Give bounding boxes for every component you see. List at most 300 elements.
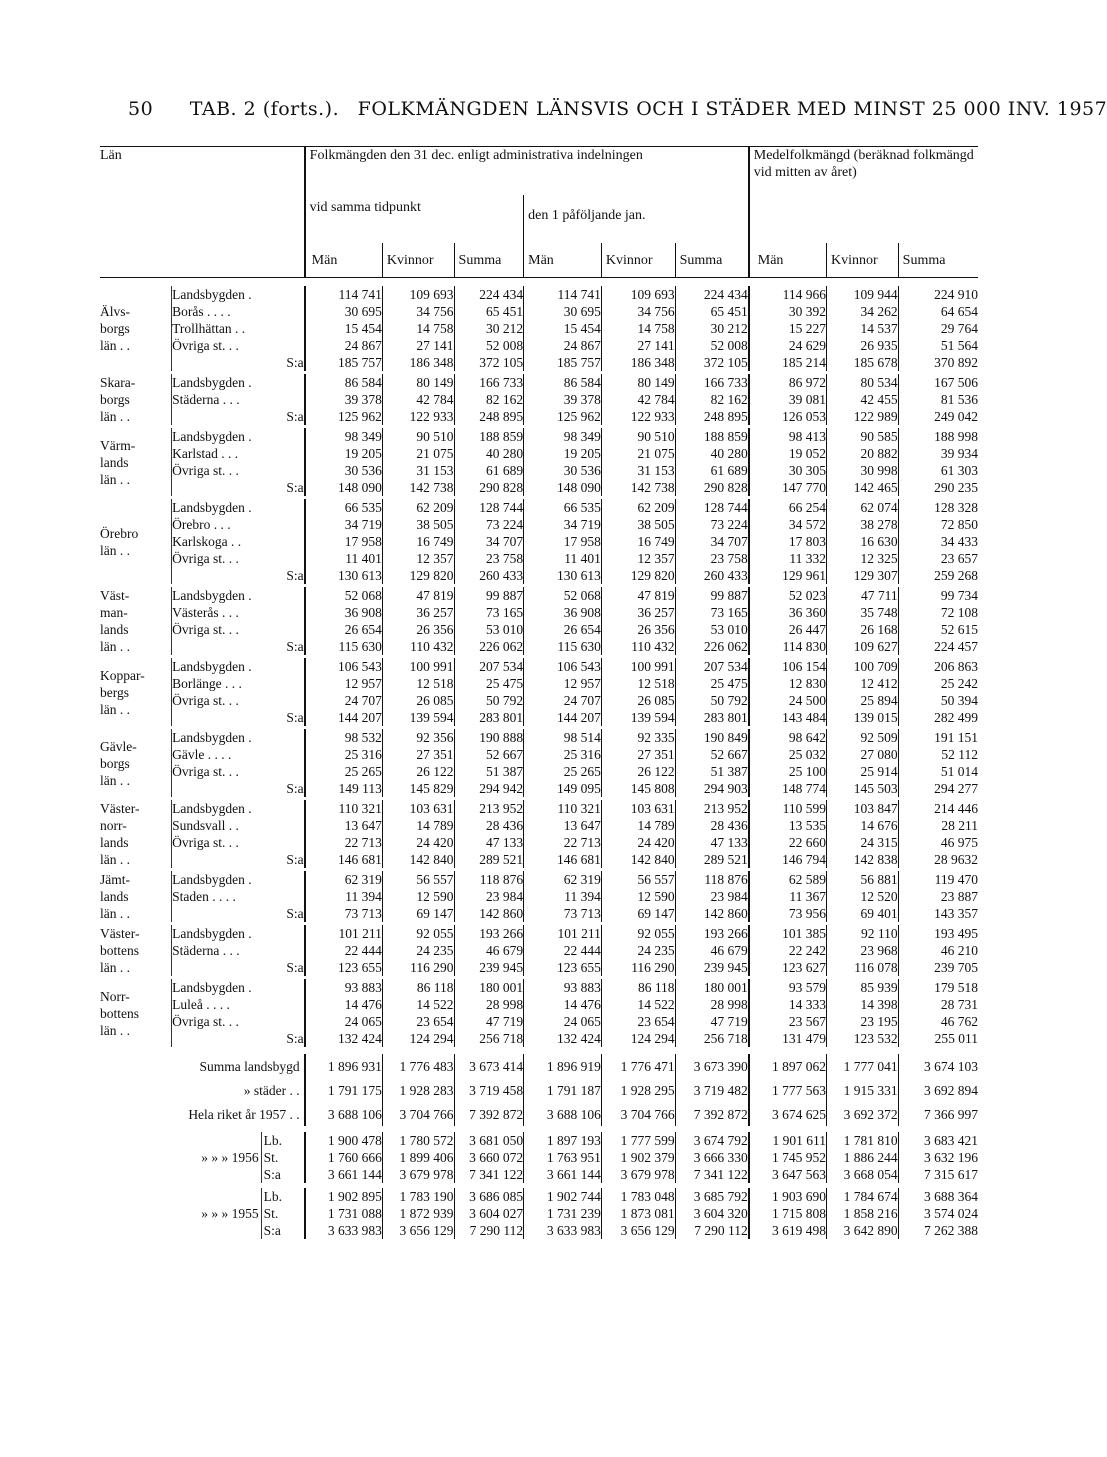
cell-value: 1 900 478 — [305, 1132, 383, 1149]
cell-value: 142 465 — [827, 479, 899, 496]
cell-value: 46 679 — [454, 942, 524, 959]
cell-value: 22 444 — [305, 942, 383, 959]
cell-value: 15 454 — [305, 320, 383, 337]
cell-value: 73 713 — [305, 905, 383, 922]
row-label: Karlstad . . . — [172, 445, 305, 462]
cell-value: 38 505 — [601, 516, 675, 533]
cell-value: 36 257 — [601, 604, 675, 621]
cell-value: 130 613 — [305, 567, 383, 584]
col-man-1: Män — [305, 243, 383, 278]
cell-value: 139 594 — [601, 709, 675, 726]
cell-value: 23 195 — [827, 1013, 899, 1030]
cell-value: 14 789 — [601, 817, 675, 834]
cell-value: 1 858 216 — [827, 1205, 899, 1222]
cell-value: 52 008 — [675, 337, 749, 354]
cell-value: 25 265 — [524, 763, 602, 780]
cell-value: 64 654 — [898, 303, 978, 320]
cell-value: 42 784 — [601, 391, 675, 408]
cell-value: 130 613 — [524, 567, 602, 584]
cell-value: 26 122 — [382, 763, 454, 780]
cell-value: 56 881 — [827, 871, 899, 888]
cell-value: 65 451 — [675, 303, 749, 320]
cell-value: 38 278 — [827, 516, 899, 533]
cell-value: 260 433 — [675, 567, 749, 584]
cell-value: 24 867 — [524, 337, 602, 354]
row-label: S:a — [172, 851, 305, 868]
col-kvinnor-3: Kvinnor — [827, 243, 899, 278]
cell-value: 7 290 112 — [675, 1222, 749, 1239]
table-row — [100, 871, 978, 888]
cell-value: 24 420 — [382, 834, 454, 851]
cell-value: 180 001 — [675, 979, 749, 996]
cell-value: 129 961 — [749, 567, 827, 584]
cell-value: 207 534 — [454, 658, 524, 675]
summary-label: » städer . . — [243, 1082, 300, 1098]
cell-value: 1 915 331 — [827, 1078, 899, 1102]
table-row — [100, 516, 978, 533]
row-label: Landsbygden . — [172, 587, 305, 604]
cell-value: 47 819 — [601, 587, 675, 604]
cell-value: 103 847 — [827, 800, 899, 817]
cell-value: 65 451 — [454, 303, 524, 320]
cell-value: 36 360 — [749, 604, 827, 621]
row-label: Landsbygden . — [172, 800, 305, 817]
row-label: Landsbygden . — [172, 979, 305, 996]
row-label: S:a — [172, 780, 305, 797]
cell-value: 23 984 — [454, 888, 524, 905]
cell-value: 128 744 — [454, 499, 524, 516]
cell-value: 73 224 — [675, 516, 749, 533]
cell-value: 7 262 388 — [898, 1222, 978, 1239]
cell-value: 66 535 — [524, 499, 602, 516]
cell-value: 93 883 — [305, 979, 383, 996]
cell-value: 294 942 — [454, 780, 524, 797]
cell-value: 50 792 — [675, 692, 749, 709]
row-label: S:a — [172, 479, 305, 496]
cell-value: 73 713 — [524, 905, 602, 922]
row-label: Landsbygden . — [172, 871, 305, 888]
cell-value: 3 681 050 — [454, 1132, 524, 1149]
cell-value: 24 629 — [749, 337, 827, 354]
table-row — [100, 709, 978, 726]
cell-value: 110 321 — [305, 800, 383, 817]
cell-value: 52 008 — [454, 337, 524, 354]
cell-value: 40 280 — [454, 445, 524, 462]
cell-value: 191 151 — [898, 729, 978, 746]
cell-value: 7 392 872 — [675, 1102, 749, 1126]
cell-value: 11 401 — [524, 550, 602, 567]
cell-value: 224 910 — [898, 286, 978, 303]
cell-value: 1 784 674 — [827, 1188, 899, 1205]
row-label: Övriga st. . . — [172, 1013, 305, 1030]
cell-value: 282 499 — [898, 709, 978, 726]
cell-value: 3 686 085 — [454, 1188, 524, 1205]
cell-value: 106 154 — [749, 658, 827, 675]
cell-value: 12 590 — [601, 888, 675, 905]
cell-value: 11 394 — [524, 888, 602, 905]
year-sub-label: S:a — [261, 1166, 300, 1183]
cell-value: 24 065 — [524, 1013, 602, 1030]
cell-value: 25 242 — [898, 675, 978, 692]
cell-value: 3 661 144 — [305, 1166, 383, 1183]
cell-value: 53 010 — [454, 621, 524, 638]
table-row — [100, 604, 978, 621]
cell-value: 101 385 — [749, 925, 827, 942]
row-label: S:a — [172, 354, 305, 371]
cell-value: 22 713 — [305, 834, 383, 851]
cell-value: 249 042 — [898, 408, 978, 425]
cell-value: 148 774 — [749, 780, 827, 797]
table-row — [100, 834, 978, 851]
row-label: Gävle . . . . — [172, 746, 305, 763]
cell-value: 147 770 — [749, 479, 827, 496]
cell-value: 34 433 — [898, 533, 978, 550]
cell-value: 52 667 — [454, 746, 524, 763]
table-row — [100, 1013, 978, 1030]
cell-value: 73 224 — [454, 516, 524, 533]
cell-value: 34 756 — [382, 303, 454, 320]
cell-value: 123 655 — [305, 959, 383, 976]
cell-value: 3 679 978 — [601, 1166, 675, 1183]
row-label: Landsbygden . — [172, 925, 305, 942]
cell-value: 1 731 088 — [305, 1205, 383, 1222]
cell-value: 3 692 372 — [827, 1102, 899, 1126]
cell-value: 3 704 766 — [601, 1102, 675, 1126]
cell-value: 30 392 — [749, 303, 827, 320]
cell-value: 1 791 175 — [305, 1078, 383, 1102]
cell-value: 24 235 — [382, 942, 454, 959]
cell-value: 100 991 — [601, 658, 675, 675]
cell-value: 3 656 129 — [382, 1222, 454, 1239]
cell-value: 92 110 — [827, 925, 899, 942]
cell-value: 188 859 — [675, 428, 749, 445]
cell-value: 122 933 — [382, 408, 454, 425]
cell-value: 103 631 — [601, 800, 675, 817]
cell-value: 256 718 — [454, 1030, 524, 1047]
cell-value: 15 454 — [524, 320, 602, 337]
table-row — [100, 587, 978, 604]
cell-value: 12 518 — [382, 675, 454, 692]
county-name: Värm- lands län . . — [100, 437, 136, 487]
cell-value: 36 908 — [305, 604, 383, 621]
row-label: Borås . . . . — [172, 303, 305, 320]
header-admin-group: Folkmängden den 31 dec. enligt administrativa indelningen — [305, 147, 749, 196]
cell-value: 20 882 — [827, 445, 899, 462]
table-row — [100, 979, 978, 996]
cell-value: 207 534 — [675, 658, 749, 675]
cell-value: 16 749 — [382, 533, 454, 550]
row-label: Landsbygden . — [172, 428, 305, 445]
cell-value: 114 741 — [305, 286, 383, 303]
cell-value: 3 692 894 — [898, 1078, 978, 1102]
cell-value: 14 476 — [524, 996, 602, 1013]
county-name: Väster- bottens län . . — [100, 926, 140, 975]
cell-value: 145 503 — [827, 780, 899, 797]
summary-label: Summa landsbygd — [199, 1058, 300, 1074]
cell-value: 100 991 — [382, 658, 454, 675]
cell-value: 52 615 — [898, 621, 978, 638]
cell-value: 69 401 — [827, 905, 899, 922]
cell-value: 7 341 122 — [454, 1166, 524, 1183]
cell-value: 11 394 — [305, 888, 383, 905]
row-label: Luleå . . . . — [172, 996, 305, 1013]
cell-value: 193 495 — [898, 925, 978, 942]
cell-value: 73 956 — [749, 905, 827, 922]
cell-value: 85 939 — [827, 979, 899, 996]
cell-value: 185 757 — [305, 354, 383, 371]
year-label — [100, 1166, 305, 1183]
page-number: 50 — [128, 98, 154, 120]
cell-value: 1 777 599 — [601, 1132, 675, 1149]
cell-value: 21 075 — [382, 445, 454, 462]
cell-value: 213 952 — [454, 800, 524, 817]
row-label: S:a — [172, 905, 305, 922]
cell-value: 86 584 — [305, 374, 383, 391]
row-label: S:a — [172, 638, 305, 655]
cell-value: 25 914 — [827, 763, 899, 780]
cell-value: 47 819 — [382, 587, 454, 604]
cell-value: 101 211 — [524, 925, 602, 942]
table-row — [100, 800, 978, 817]
cell-value: 214 446 — [898, 800, 978, 817]
cell-value: 14 522 — [601, 996, 675, 1013]
cell-value: 224 434 — [454, 286, 524, 303]
table-row — [100, 320, 978, 337]
cell-value: 28 998 — [675, 996, 749, 1013]
cell-value: 1 903 690 — [749, 1188, 827, 1205]
cell-value: 12 325 — [827, 550, 899, 567]
cell-value: 24 500 — [749, 692, 827, 709]
cell-value: 30 695 — [524, 303, 602, 320]
cell-value: 73 165 — [675, 604, 749, 621]
cell-value: 148 090 — [305, 479, 383, 496]
cell-value: 46 679 — [675, 942, 749, 959]
cell-value: 12 957 — [305, 675, 383, 692]
cell-value: 1 928 283 — [382, 1078, 454, 1102]
cell-value: 92 055 — [601, 925, 675, 942]
cell-value: 22 713 — [524, 834, 602, 851]
cell-value: 24 315 — [827, 834, 899, 851]
header-next-jan: den 1 påföljande jan. — [524, 195, 749, 243]
cell-value: 86 972 — [749, 374, 827, 391]
cell-value: 1 781 810 — [827, 1132, 899, 1149]
row-label: Övriga st. . . — [172, 834, 305, 851]
cell-value: 86 118 — [382, 979, 454, 996]
col-summa-3: Summa — [898, 243, 978, 278]
cell-value: 122 933 — [601, 408, 675, 425]
cell-value: 28 211 — [898, 817, 978, 834]
row-label: Landsbygden . — [172, 286, 305, 303]
cell-value: 24 707 — [524, 692, 602, 709]
cell-value: 1 873 081 — [601, 1205, 675, 1222]
cell-value: 28 731 — [898, 996, 978, 1013]
cell-value: 3 719 458 — [454, 1078, 524, 1102]
cell-value: 62 319 — [305, 871, 383, 888]
cell-value: 34 719 — [305, 516, 383, 533]
cell-value: 99 734 — [898, 587, 978, 604]
cell-value: 25 894 — [827, 692, 899, 709]
header-same-time: vid samma tidpunkt — [305, 195, 524, 243]
cell-value: 52 023 — [749, 587, 827, 604]
cell-value: 224 457 — [898, 638, 978, 655]
row-label: S:a — [172, 408, 305, 425]
cell-value: 142 838 — [827, 851, 899, 868]
cell-value: 15 227 — [749, 320, 827, 337]
cell-value: 119 470 — [898, 871, 978, 888]
cell-value: 30 212 — [675, 320, 749, 337]
cell-value: 23 654 — [382, 1013, 454, 1030]
cell-value: 11 367 — [749, 888, 827, 905]
cell-value: 13 647 — [524, 817, 602, 834]
cell-value: 22 242 — [749, 942, 827, 959]
cell-value: 80 149 — [601, 374, 675, 391]
cell-value: 14 758 — [382, 320, 454, 337]
cell-value: 239 705 — [898, 959, 978, 976]
cell-value: 81 536 — [898, 391, 978, 408]
cell-value: 114 830 — [749, 638, 827, 655]
row-label: Övriga st. . . — [172, 550, 305, 567]
cell-value: 14 676 — [827, 817, 899, 834]
table-row — [100, 763, 978, 780]
cell-value: 51 387 — [675, 763, 749, 780]
cell-value: 132 424 — [305, 1030, 383, 1047]
cell-value: 34 756 — [601, 303, 675, 320]
year-sub-label: S:a — [261, 1222, 300, 1239]
cell-value: 39 934 — [898, 445, 978, 462]
cell-value: 3 719 482 — [675, 1078, 749, 1102]
cell-value: 12 357 — [601, 550, 675, 567]
table-row — [100, 374, 978, 391]
cell-value: 23 968 — [827, 942, 899, 959]
cell-value: 17 958 — [305, 533, 383, 550]
year-row — [100, 1222, 978, 1239]
cell-value: 69 147 — [601, 905, 675, 922]
county-name: Väst- man- lands län . . — [100, 588, 130, 654]
cell-value: 1 745 952 — [749, 1149, 827, 1166]
cell-value: 61 689 — [675, 462, 749, 479]
cell-value: 123 627 — [749, 959, 827, 976]
cell-value: 19 205 — [524, 445, 602, 462]
table-row — [100, 638, 978, 655]
cell-value: 26 356 — [601, 621, 675, 638]
cell-value: 25 316 — [305, 746, 383, 763]
table-row — [100, 729, 978, 746]
cell-value: 248 895 — [675, 408, 749, 425]
cell-value: 24 707 — [305, 692, 383, 709]
cell-value: 226 062 — [675, 638, 749, 655]
cell-value: 110 599 — [749, 800, 827, 817]
cell-value: 114 741 — [524, 286, 602, 303]
cell-value: 36 257 — [382, 604, 454, 621]
cell-value: 22 660 — [749, 834, 827, 851]
cell-value: 47 719 — [454, 1013, 524, 1030]
cell-value: 110 321 — [524, 800, 602, 817]
cell-value: 116 290 — [601, 959, 675, 976]
cell-value: 142 738 — [601, 479, 675, 496]
cell-value: 1 902 744 — [524, 1188, 602, 1205]
cell-value: 98 642 — [749, 729, 827, 746]
cell-value: 50 792 — [454, 692, 524, 709]
row-label: Landsbygden . — [172, 658, 305, 675]
cell-value: 62 074 — [827, 499, 899, 516]
row-label: S:a — [172, 1030, 305, 1047]
year-label — [100, 1188, 305, 1205]
year-sub-label: Lb. — [261, 1188, 300, 1205]
cell-value: 62 589 — [749, 871, 827, 888]
cell-value: 148 090 — [524, 479, 602, 496]
cell-value: 144 207 — [524, 709, 602, 726]
cell-value: 51 387 — [454, 763, 524, 780]
cell-value: 3 704 766 — [382, 1102, 454, 1126]
cell-value: 1 760 666 — [305, 1149, 383, 1166]
row-label: Övriga st. . . — [172, 692, 305, 709]
cell-value: 193 266 — [675, 925, 749, 942]
cell-value: 3 666 330 — [675, 1149, 749, 1166]
cell-value: 3 633 983 — [305, 1222, 383, 1239]
cell-value: 186 348 — [601, 354, 675, 371]
year-sub-label: Lb. — [261, 1132, 300, 1149]
cell-value: 14 333 — [749, 996, 827, 1013]
table-row — [100, 780, 978, 797]
cell-value: 62 319 — [524, 871, 602, 888]
cell-value: 1 902 895 — [305, 1188, 383, 1205]
cell-value: 14 522 — [382, 996, 454, 1013]
cell-value: 80 149 — [382, 374, 454, 391]
cell-value: 98 349 — [524, 428, 602, 445]
cell-value: 1 896 919 — [524, 1054, 602, 1078]
county-name: Skara- borgs län . . — [100, 375, 136, 424]
col-man-3: Män — [749, 243, 827, 278]
cell-value: 27 351 — [601, 746, 675, 763]
cell-value: 62 209 — [601, 499, 675, 516]
table-row — [100, 675, 978, 692]
cell-value: 93 579 — [749, 979, 827, 996]
cell-value: 3 673 414 — [454, 1054, 524, 1078]
cell-value: 40 280 — [675, 445, 749, 462]
cell-value: 46 975 — [898, 834, 978, 851]
cell-value: 12 520 — [827, 888, 899, 905]
cell-value: 256 718 — [675, 1030, 749, 1047]
cell-value: 103 631 — [382, 800, 454, 817]
cell-value: 12 957 — [524, 675, 602, 692]
cell-value: 294 277 — [898, 780, 978, 797]
table-row — [100, 905, 978, 922]
cell-value: 99 887 — [454, 587, 524, 604]
cell-value: 114 966 — [749, 286, 827, 303]
cell-value: 98 532 — [305, 729, 383, 746]
table-row — [100, 746, 978, 763]
cell-value: 1 777 563 — [749, 1078, 827, 1102]
cell-value: 129 820 — [601, 567, 675, 584]
cell-value: 24 065 — [305, 1013, 383, 1030]
table-row — [100, 550, 978, 567]
cell-value: 128 744 — [675, 499, 749, 516]
cell-value: 213 952 — [675, 800, 749, 817]
cell-value: 1 899 406 — [382, 1149, 454, 1166]
cell-value: 26 654 — [524, 621, 602, 638]
table-row — [100, 621, 978, 638]
cell-value: 101 211 — [305, 925, 383, 942]
cell-value: 144 207 — [305, 709, 383, 726]
cell-value: 143 484 — [749, 709, 827, 726]
cell-value: 1 902 379 — [601, 1149, 675, 1166]
cell-value: 66 254 — [749, 499, 827, 516]
cell-value: 30 695 — [305, 303, 383, 320]
cell-value: 47 711 — [827, 587, 899, 604]
cell-value: 53 010 — [675, 621, 749, 638]
cell-value: 47 133 — [454, 834, 524, 851]
cell-value: 109 627 — [827, 638, 899, 655]
